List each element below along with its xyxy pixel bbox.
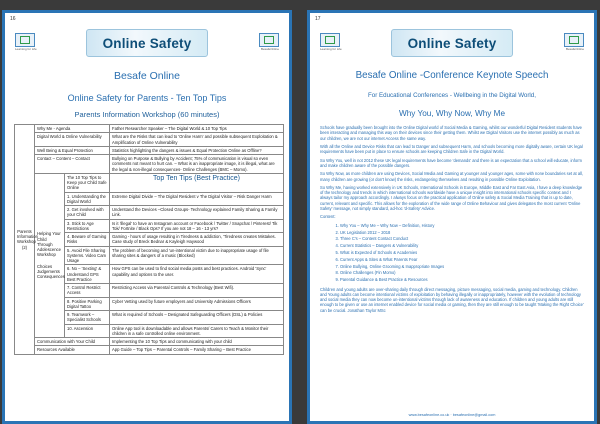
tip-label: 2. Get involved with your Child [65,206,110,220]
row-text: Bullying on Purpose & Bullying by Accident; 75% of communication is visual so even comments not meant to hurt can. – What is an inappropriate image, it is illegal, what are the legal & non-illegal consequences- Online Challenges (BMC – Momo). [110,155,284,174]
logo-caption: BesafeOnline [565,47,584,51]
logo-caption: BesafeOnline [260,47,279,51]
row-text: Statistics highlighting the dangers & issues & Equal Protection Online as Offline? [110,146,284,154]
page-number: 17 [315,16,321,22]
body-paragraph: With all the Online and Device Risks that can lead to Danger and subsequent Harm, and schools becoming more digitally aware, certain UK legal requirements have been put in place to ensure schools are keeping Children Safe in the Digital World. [320,143,583,155]
table-row [15,173,284,192]
row-text: App Guide – Top Tips – Parental Controls – Family Sharing – Best Practice [110,346,284,354]
tip-label: 10. Ascension [65,324,110,338]
page-header [320,29,584,57]
page-number: 16 [10,16,16,22]
tip-text: Extreme Digital Divide – The Digital Resident v The Digital Visitor – Risk Danger Harm [110,192,284,206]
content-label: Content: [320,214,336,220]
table-row [15,338,284,346]
keynote-body [320,125,584,316]
page-subtitle-2: Parents Information Workshop (60 minutes) [74,110,220,119]
tip-label: 4. Beware of Gaming Risks [65,233,110,247]
list-item: 4. Current Statistics – Dangers & Vulnerability [340,243,584,248]
workshop-table [14,124,284,355]
tip-text: What is required of Schools – Designated Safeguarding Officers (DSL) & Policies [110,311,284,325]
row-text: Implementing the 10 Top Tips and communicating with your child [110,338,284,346]
list-item: 6. Current Apps & Sites & What Parents Fear [340,257,584,262]
row-text: Father Researcher Speaker – The Digital World & 10 Top Tips [110,125,284,133]
page-header [15,29,279,57]
signature: Jonathan Taylor MSc [347,307,386,313]
choices-label: Choices Judgements Consequences [37,263,65,280]
logo-caption: Learning for Life [15,47,37,51]
tip-label: 5. Avoid File Sharing Systems. Video Cam Usage [65,246,110,265]
banner-text: Online Safety [407,35,497,51]
tip-text: How GPS can be used to find social media posts and best practices. Android 'Sync' capability and options to the user. [110,265,284,284]
page-title: Besafe Online -Conference Keynote Speech [355,70,549,81]
body-paragraph: So Why You, well in not 2012 these UK legal requirements have become 'demands' and there is an expectation that a school will educate, inform and make children aware of the possible dangers. [320,157,582,168]
tip-text: Restricting Access via Parental Controls & Technology (Best Wifi). [110,284,284,298]
learning-for-life-logo [320,33,340,47]
banner-text: Online Safety [102,35,192,51]
row-label: Communication with Your Child [35,338,110,346]
helping-label: Helping Your Child Through Adolescence Workshop [37,231,61,258]
tips-header: Top Ten Tips (Best Practice) [110,173,284,192]
tip-text: Cyber Vetting used by future employers and University Admissions Officers [110,297,284,311]
tip-text: Online App tool is downloadable and allows Parents/ Carers to Teach & Monitor their children in a safe controlled online environment. [110,324,284,338]
side-label: Parents Information Workshop (2) [17,228,38,250]
tip-text: The problem of becoming and 'un-intentional victim due to inappropriate usage of file sharing sites & dangers of a music (Blocked) [110,246,284,265]
list-item: 9. Parental Guidance & Best Practice & Resources [340,277,584,282]
why-heading: Why You, Why Now, Why Me [398,109,506,118]
list-item: 7. Online Bullying, Online Grooming & Inappropriate Images [340,264,584,269]
list-item: 5. What is Expected of Schools & Academies [340,250,584,255]
table-row [15,146,284,154]
row-text: What are the Risks that can lead to 'Online Harm' and possible subsequent Exploitation & Amplification of Online Vulnerability [110,133,284,147]
right-page [307,10,597,424]
helping-label-cell [35,173,65,337]
tip-label: 9. Teamwork – Specialist Schools [65,311,110,325]
row-label: Digital World & Online Vulnerability [35,133,110,147]
page-footer: www.besafeonline.co.uk · besafeonline@gmail.com [408,413,496,417]
besafe-online-logo [259,33,279,47]
table-row [15,346,284,354]
tip-text: Is it 'illegal' to have an Instagram account or Facebook / Twitter / Snapchat / Pinterest/ Tik Tok/ Fortnite / Black Ops? If you are not 18 – 16 - 13 yrs? [110,219,284,233]
table-row [15,155,284,174]
list-item: 8. Online Challenges (Fin Momo) [340,270,584,275]
logo-caption: Learning for Life [320,47,342,51]
learning-for-life-logo [15,33,35,47]
body-paragraph: Schools have gradually been brought into the Online Digital world of Social Media & Gaming, whilst our wonderful Digital Resident students have been interacting and managing this way on their devices since their getting them. Whilst we Digital Visitors use the internet possibly as much as our children, we are not our internet Access the same way. [320,125,582,141]
row-label: Resources Available [35,346,110,354]
row-label: Well Being & Equal Protection [35,146,110,154]
list-item: 3. Three C's – Content Contact Conduct [340,236,584,241]
page-title: Besafe Online [114,70,180,82]
besafe-online-logo [564,33,584,47]
left-page [2,10,292,424]
tip-label: 8. Positive Parking Digital Tattoo [65,297,110,311]
online-safety-banner [391,29,513,57]
body-paragraph: So Why Now, as more children are using Devices, Social Media and Gaming at younger and younger ages, some with none boundaries set at all, many children are growing (or don't know) the risks, endangering themselves and resulting in possible Online Exploitation. [320,171,584,182]
tip-text: Gaming - hours of usage resulting in Tiredness & addiction, 'Tiredness creates Mistakes. Case study of Breck Bednar & Kayleigh Haywood [110,233,284,247]
tip-label: 6. No – 'Sexting' & Understand GPS Best Practice [65,265,110,284]
tip-label: 7. Control Restrict Access [65,284,110,298]
tip-label: 1. Understanding the Digital World [65,192,110,206]
row-label: Why Me - Agenda [35,125,110,133]
page-subtitle: For Educational Conferences - Wellbeing in the Digital World, [368,92,536,99]
table-row [15,125,284,133]
closing-paragraph: Children and young adults are over-sharing daily through direct messaging, picture messaging, social media, gaming and technology. Children and Young adults can become intentional victims of exploitation by behaving illegally or inappropriately, however with the evolution of technology and social media they can now become un-intentional victims through lack of awareness and education. If children and young adults are still enough to be given or use an internet enabled device for social media or gaming, then they are still enough to be taught 'Making the Right Choice' can be crucial. Jonathan Taylor MSc [320,286,584,313]
tip-label: 3. Stick to Age Restrictions [65,219,110,233]
list-item: 2. UK Legislation 2012 – 2018 [340,230,584,235]
list-item: 1. Why You – Why Me – Why Now – Definition, History [340,223,584,228]
side-label-cell [15,125,38,355]
body-paragraph: So Why Me, having worked extensively in UK Schools, International Schools in Europe, Middle East and Far East Asia, I have a deep knowledge of the technology and trends in which international schools worldwide have a unique insight into international schools specific context and I always tailor my approach accordingly. I always focus on the practical application of Online safety & Social Media Training that is up to date, current, relevant and specific. This allows for the exploration of the wide range of Online Behaviour and gives delegates the most current 'Online Safety' message, not simply standard, ad-hoc 'd-Safety' Advice. [320,184,583,212]
row-label: Contact – Content – Contact [35,155,110,174]
tips-intro: The 10 Top Tips to Keep your Child Safe Online [65,173,110,192]
tip-text: Understand the Devices –Closed Groups- Technology explained Family Sharing & Family Link. [110,206,284,220]
table-row [15,133,284,147]
online-safety-banner [86,29,208,57]
page-subtitle: Online Safety for Parents - Ten Top Tips [67,93,227,103]
content-list [320,223,584,283]
